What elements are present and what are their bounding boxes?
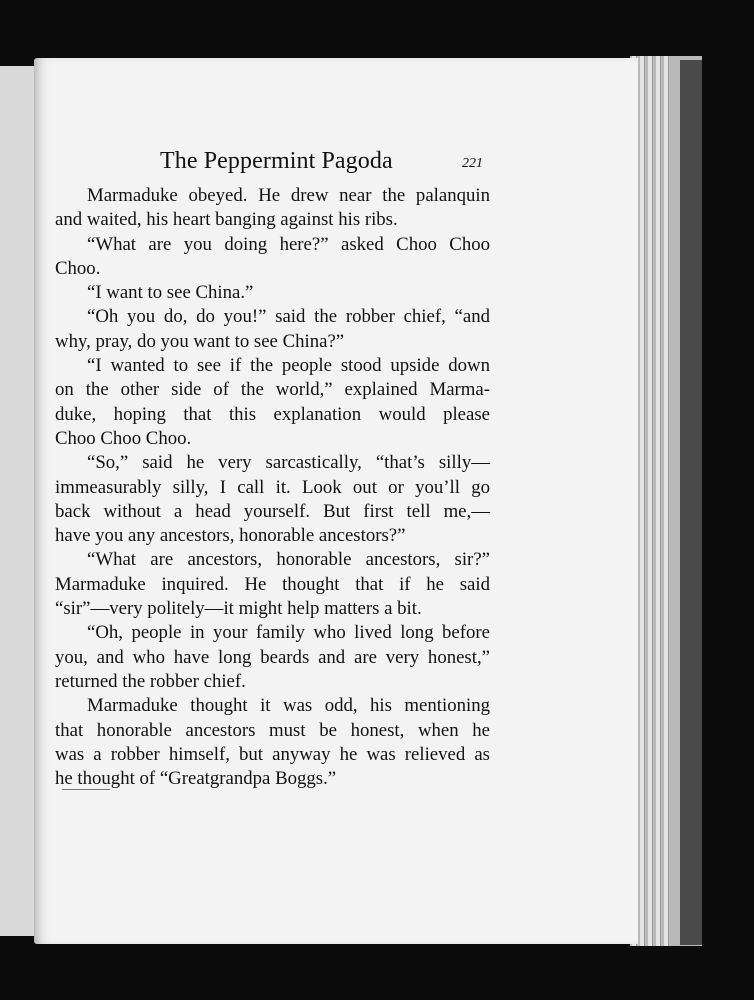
facing-page-edge [0,66,38,936]
text-line: on the other side of the world,” explained Marma- [55,379,490,401]
text-line: “What are ancestors, honorable ancestors, sir?” [87,549,490,571]
page-edge [664,56,669,946]
page-edge [640,56,645,946]
text-line: duke, hoping that this explanation would please [55,403,490,425]
text-line: returned the robber chief. [55,670,246,692]
text-line: and waited, his heart banging against his ribs. [55,209,398,231]
text-line: Choo Choo Choo. [55,427,192,449]
text-line: “What are you doing here?” asked Choo Choo [87,233,490,255]
text-line: Marmaduke thought it was odd, his mentioning [87,695,490,717]
text-line: why, pray, do you want to see China?” [55,330,345,352]
page-number: 221 [462,156,483,171]
text-line: Marmaduke inquired. He thought that if he said [55,573,490,595]
text-line: “sir”—very politely—it might help matters a bit. [55,598,422,620]
text-line: “I wanted to see if the people stood upside down [87,355,490,377]
text-line: “Oh you do, do you!” said the robber chief, “and [87,306,490,328]
end-rule [62,789,110,790]
text-line: “Oh, people in your family who lived long before [87,622,490,644]
running-head [160,148,754,178]
text-line: “I want to see China.” [87,282,254,304]
text-line: immeasurably silly, I call it. Look out or you’ll go [55,476,490,498]
text-line: he thought of “Greatgrandpa Boggs.” [55,768,337,790]
book-cover [680,60,702,945]
text-line: Marmaduke obeyed. He drew near the palanquin [87,185,490,206]
text-line: have you any ancestors, honorable ancestors?” [55,525,406,547]
text-line: was a robber himself, but anyway he was relieved as [55,743,490,765]
page-edge [648,56,653,946]
page-edge [656,56,661,946]
text-line: that honorable ancestors must be honest, when he [55,719,490,741]
text-line: you, and who have long beards and are very honest,” [55,646,490,668]
page-title: The Peppermint Pagoda [160,148,393,174]
body-text [55,184,490,791]
text-line: “So,” said he very sarcastically, “that’s silly— [87,452,490,474]
text-line: back without a head yourself. But first tell me,— [55,500,490,522]
text-line: Choo. [55,257,101,279]
